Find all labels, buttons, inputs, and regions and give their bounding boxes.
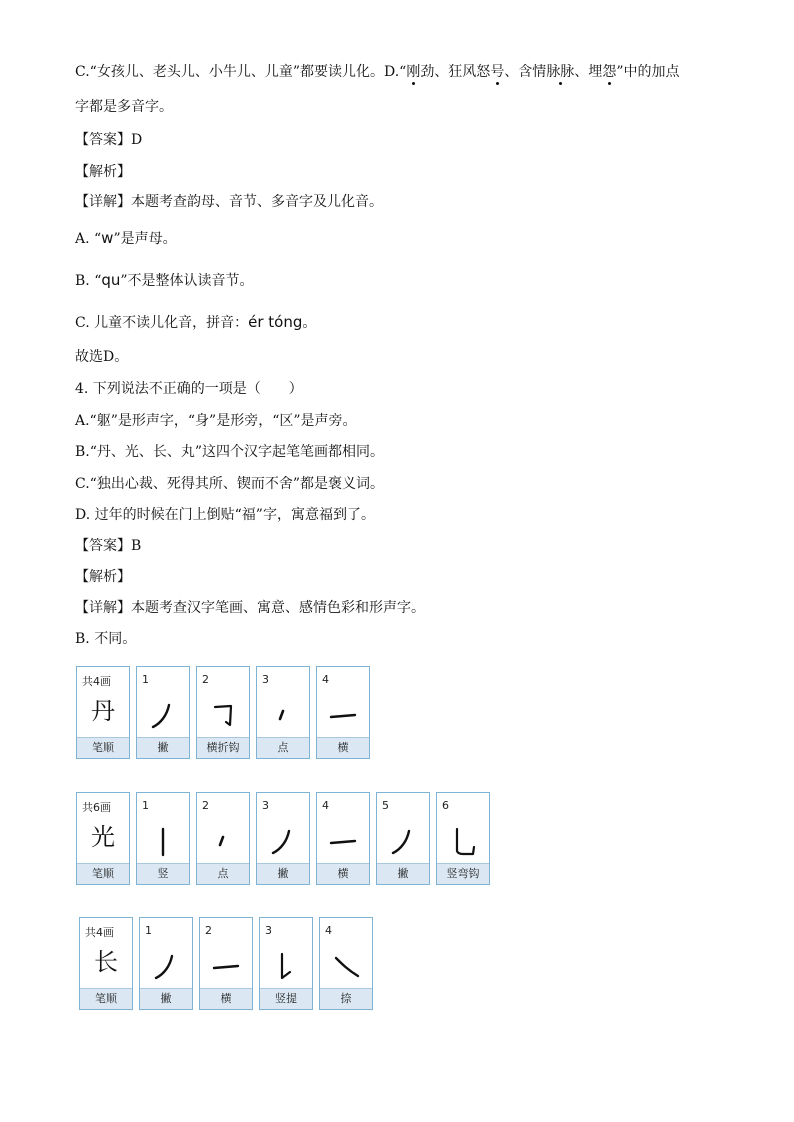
stroke-heng-icon bbox=[317, 693, 369, 733]
stroke-cell bbox=[199, 917, 253, 1010]
stroke-number: 3 bbox=[262, 799, 269, 812]
question-4-option-b: B.“丹、光、长、丸”这四个汉字起笔笔画都相同。 bbox=[75, 444, 385, 460]
explanation-a: A. “w”是声母。 bbox=[75, 229, 177, 247]
stroke-cell bbox=[376, 792, 430, 885]
choice-conclusion: 故选D。 bbox=[75, 349, 129, 365]
stroke-dian-icon bbox=[197, 819, 249, 859]
stroke-heng-icon bbox=[200, 944, 252, 984]
explanation-b-diff: B. 不同。 bbox=[75, 631, 137, 647]
question-4-option-c: C.“独出心裁、死得其所、锲而不舍”都是褒义词。 bbox=[75, 476, 384, 492]
analysis-label: 【解析】 bbox=[75, 569, 131, 585]
question-4-option-d: D. 过年的时候在门上倒贴“福”字，寓意福到了。 bbox=[75, 507, 375, 523]
stroke-number: 1 bbox=[142, 673, 149, 686]
stroke-number: 4 bbox=[322, 799, 329, 812]
stroke-cell bbox=[196, 666, 250, 759]
stroke-order-label: 笔顺 bbox=[77, 863, 129, 884]
stroke-number: 3 bbox=[265, 924, 272, 937]
character-glyph: 长 bbox=[94, 948, 118, 976]
stroke-name: 竖提 bbox=[260, 988, 312, 1009]
stroke-number: 4 bbox=[325, 924, 332, 937]
stroke-pie-icon bbox=[140, 944, 192, 984]
stroke-cell bbox=[139, 917, 193, 1010]
character-glyph: 丹 bbox=[91, 697, 115, 725]
stroke-cell bbox=[319, 917, 373, 1010]
stroke-pie-icon bbox=[137, 693, 189, 733]
stroke-order-label: 笔顺 bbox=[77, 737, 129, 758]
stroke-name: 捺 bbox=[320, 988, 372, 1009]
stroke-name: 撇 bbox=[137, 737, 189, 758]
stroke-number: 4 bbox=[322, 673, 329, 686]
stroke-name: 竖弯钩 bbox=[437, 863, 489, 884]
stroke-count-cell bbox=[76, 792, 130, 885]
detail-text: 【详解】本题考查韵母、音节、多音字及儿化音。 bbox=[75, 194, 383, 210]
analysis-label: 【解析】 bbox=[75, 164, 131, 180]
stroke-name: 横 bbox=[317, 863, 369, 884]
stroke-name: 横 bbox=[317, 737, 369, 758]
stroke-order-table-chang bbox=[79, 917, 373, 1010]
stroke-count-cell bbox=[79, 917, 133, 1010]
explanation-b: B. “qu”不是整体认读音节。 bbox=[75, 271, 254, 289]
stroke-name: 横折钩 bbox=[197, 737, 249, 758]
stroke-cell bbox=[259, 917, 313, 1010]
stroke-hengzhegou-icon bbox=[197, 693, 249, 733]
stroke-count: 共4画 bbox=[82, 675, 111, 688]
stroke-name: 撇 bbox=[377, 863, 429, 884]
stroke-number: 1 bbox=[142, 799, 149, 812]
stroke-order-label: 笔顺 bbox=[80, 988, 132, 1009]
stroke-number: 1 bbox=[145, 924, 152, 937]
stroke-name: 点 bbox=[197, 863, 249, 884]
stroke-cell bbox=[196, 792, 250, 885]
answer-label: 【答案】B bbox=[75, 538, 142, 554]
option-cd-line: C.“女孩儿、老头儿、小牛儿、儿童”都要读儿化。D.“刚劲、狂风怒号、含情脉脉、埋怨”中的加点 bbox=[75, 64, 680, 80]
stroke-cell bbox=[316, 792, 370, 885]
question-4: 4. 下列说法不正确的一项是（ ） bbox=[75, 381, 303, 397]
stroke-count: 共6画 bbox=[82, 801, 111, 814]
option-d-continuation: 字都是多音字。 bbox=[75, 99, 173, 115]
stroke-cell bbox=[316, 666, 370, 759]
stroke-cell bbox=[136, 792, 190, 885]
stroke-count-cell bbox=[76, 666, 130, 759]
stroke-cell bbox=[256, 792, 310, 885]
stroke-heng-icon bbox=[317, 819, 369, 859]
stroke-shu-icon bbox=[137, 819, 189, 859]
stroke-dian-icon bbox=[257, 693, 309, 733]
stroke-name: 竖 bbox=[137, 863, 189, 884]
character-glyph: 光 bbox=[91, 823, 115, 851]
stroke-na-icon bbox=[320, 944, 372, 984]
stroke-order-table-dan bbox=[76, 666, 370, 759]
stroke-name: 撇 bbox=[140, 988, 192, 1009]
stroke-pie-icon bbox=[257, 819, 309, 859]
stroke-cell bbox=[436, 792, 490, 885]
question-4-option-a: A.“躯”是形声字，“身”是形旁，“区”是声旁。 bbox=[75, 413, 357, 429]
answer-label: 【答案】D bbox=[75, 132, 143, 148]
stroke-order-table-guang bbox=[76, 792, 490, 885]
stroke-shuti-icon bbox=[260, 944, 312, 984]
stroke-number: 2 bbox=[205, 924, 212, 937]
stroke-cell bbox=[136, 666, 190, 759]
stroke-number: 3 bbox=[262, 673, 269, 686]
stroke-number: 6 bbox=[442, 799, 449, 812]
stroke-cell bbox=[256, 666, 310, 759]
stroke-pie-icon bbox=[377, 819, 429, 859]
stroke-name: 横 bbox=[200, 988, 252, 1009]
stroke-count: 共4画 bbox=[85, 926, 114, 939]
stroke-name: 撇 bbox=[257, 863, 309, 884]
stroke-number: 2 bbox=[202, 673, 209, 686]
detail-text: 【详解】本题考查汉字笔画、寓意、感情色彩和形声字。 bbox=[75, 600, 425, 616]
explanation-c: C. 儿童不读儿化音，拼音：ér tóng。 bbox=[75, 313, 317, 331]
stroke-number: 5 bbox=[382, 799, 389, 812]
stroke-name: 点 bbox=[257, 737, 309, 758]
stroke-shuwangou-icon bbox=[437, 819, 489, 859]
stroke-number: 2 bbox=[202, 799, 209, 812]
